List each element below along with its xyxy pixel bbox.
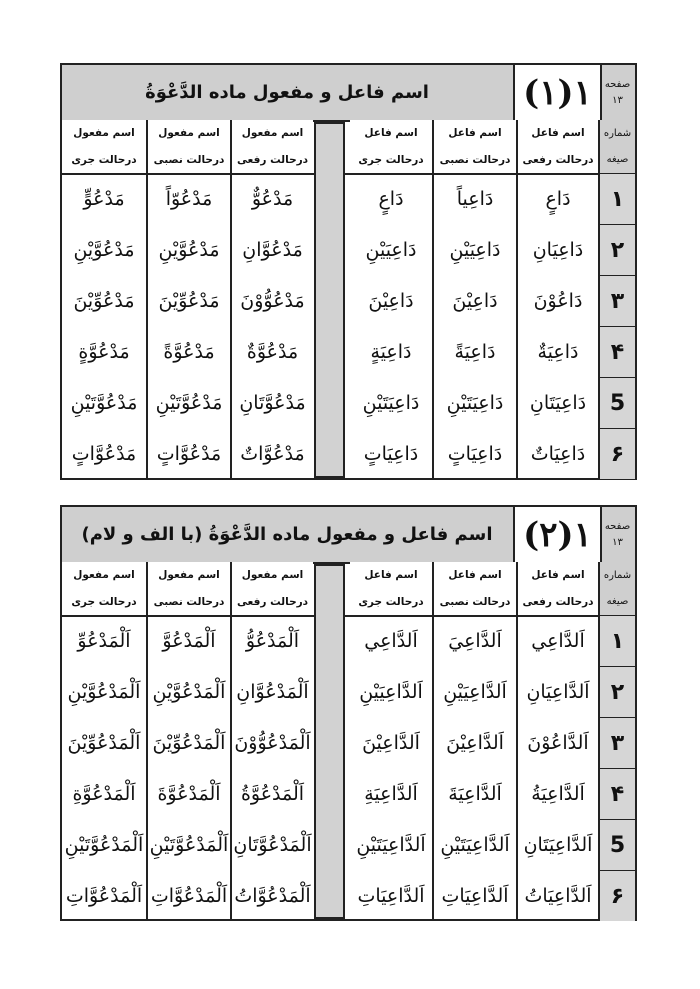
header-passive-nominative: اسم مفعول درحالت رفعی <box>232 120 313 173</box>
table-row <box>62 275 635 326</box>
table-number: (٢)١ <box>513 507 602 562</box>
passive-genitive-cell: اَلْمَدْعُوَّةِ <box>72 782 136 805</box>
header-active-genitive: اسم فاعل درحالت جری <box>350 120 432 173</box>
active-genitive-cell: اَلدَّاعِي <box>364 629 418 652</box>
active-nominative-cell: اَلدَّاعِيَانِ <box>526 680 590 703</box>
active-nominative-cell: دَاعِيَةٌ <box>537 340 579 363</box>
active-accusative-cell: دَاعِيَاتٍ <box>447 442 503 465</box>
row-number: ١ <box>600 615 635 666</box>
row-number: 5 <box>600 819 635 870</box>
table-row <box>62 428 635 479</box>
active-accusative-cell: اَلدَّاعِيَتَيْنِ <box>440 833 510 856</box>
passive-genitive-cell: اَلْمَدْعُوَّيْنِ <box>67 680 141 703</box>
passive-nominative-cell: اَلْمَدْعُوَّانِ <box>236 680 309 703</box>
passive-accusative-cell: مَدْعُوَّتَيْنِ <box>155 391 223 414</box>
passive-nominative-cell: اَلْمَدْعُوُّ <box>245 629 300 652</box>
active-genitive-cell: دَاعِيَيْنِ <box>365 238 417 261</box>
page-box <box>600 65 635 120</box>
table-row <box>62 819 635 870</box>
passive-genitive-cell: اَلْمَدْعُوَّاتِ <box>65 884 143 907</box>
passive-nominative-cell: مَدْعُوَّةٌ <box>246 340 299 363</box>
title-bar <box>62 507 635 564</box>
passive-nominative-cell: اَلْمَدْعُوَّاتُ <box>234 884 311 907</box>
header-passive-accusative: اسم مفعول درحالت نصبی <box>148 120 230 173</box>
passive-genitive-cell: مَدْعُوَّتَيْنِ <box>70 391 138 414</box>
active-nominative-cell: دَاعِيَتَانِ <box>529 391 587 414</box>
row-number: ۶ <box>600 428 635 479</box>
passive-accusative-cell: اَلْمَدْعُوَّتَيْنِ <box>149 833 229 856</box>
passive-genitive-cell: مَدْعُوَّيْنِ <box>73 238 135 261</box>
table-title: اسم فاعل و مفعول ماده الدَّعْوَةُ (با الف و لام) <box>81 524 493 545</box>
active-genitive-cell: اَلدَّاعِيَاتِ <box>357 884 425 907</box>
conjugation-table-2 <box>60 505 637 921</box>
passive-genitive-cell: اَلْمَدْعُوَّتَيْنِ <box>64 833 144 856</box>
active-accusative-cell: اَلدَّاعِيْنَ <box>446 731 504 754</box>
page-number: ١٣ <box>612 94 623 106</box>
passive-genitive-cell: مَدْعُوَّةٍ <box>78 340 130 363</box>
row-number: ٢ <box>600 666 635 717</box>
table-number: (١)١ <box>513 65 602 120</box>
active-accusative-cell: اَلدَّاعِيَةَ <box>448 782 502 805</box>
header-number: شماره صیغه <box>600 562 635 615</box>
passive-nominative-cell: مَدْعُوَّتَانِ <box>239 391 306 414</box>
passive-genitive-cell: اَلْمَدْعُوِّيْنَ <box>67 731 141 754</box>
page-label: صفحه <box>604 78 631 90</box>
active-genitive-cell: دَاعٍ <box>378 187 404 210</box>
row-number: ۴ <box>600 326 635 377</box>
row-number: ۴ <box>600 768 635 819</box>
table-row <box>62 377 635 428</box>
active-accusative-cell: دَاعِيَيْنِ <box>449 238 501 261</box>
passive-nominative-cell: اَلْمَدْعُوَّتَانِ <box>233 833 312 856</box>
table-row <box>62 870 635 921</box>
header-active-genitive: اسم فاعل درحالت جری <box>350 562 432 615</box>
passive-accusative-cell: اَلْمَدْعُوَّاتِ <box>150 884 228 907</box>
page-box <box>600 507 635 562</box>
table-row <box>62 326 635 377</box>
active-nominative-cell: اَلدَّاعُوْنَ <box>527 731 589 754</box>
header-passive-accusative: اسم مفعول درحالت نصبی <box>148 562 230 615</box>
header-passive-genitive: اسم مفعول درحالت جری <box>62 562 146 615</box>
passive-genitive-cell: مَدْعُوَّاتٍ <box>71 442 137 465</box>
active-accusative-cell: دَاعِياً <box>456 187 494 210</box>
passive-genitive-cell: اَلْمَدْعُوِّ <box>77 629 131 652</box>
row-number: ٢ <box>600 224 635 275</box>
active-nominative-cell: دَاعِيَاتٌ <box>530 442 586 465</box>
active-genitive-cell: اَلدَّاعِيَةِ <box>364 782 418 805</box>
header-passive-nominative: اسم مفعول درحالت رفعی <box>232 562 313 615</box>
passive-accusative-cell: اَلْمَدْعُوِّيْنَ <box>152 731 226 754</box>
row-number: ١ <box>600 173 635 224</box>
header-passive-genitive: اسم مفعول درحالت جری <box>62 120 146 173</box>
table-row <box>62 717 635 768</box>
passive-accusative-cell: مَدْعُوّاً <box>165 187 213 210</box>
active-accusative-cell: دَاعِيَتَيْنِ <box>446 391 504 414</box>
passive-genitive-cell: مَدْعُوٍّ <box>83 187 125 210</box>
active-accusative-cell: اَلدَّاعِيَ <box>448 629 502 652</box>
table-row <box>62 224 635 275</box>
header-active-nominative: اسم فاعل درحالت رفعی <box>518 120 598 173</box>
active-nominative-cell: اَلدَّاعِيَتَانِ <box>523 833 593 856</box>
table-title: اسم فاعل و مفعول ماده الدَّعْوَةُ <box>145 82 429 103</box>
passive-genitive-cell: مَدْعُوِّيْنَ <box>73 289 135 312</box>
active-accusative-cell: اَلدَّاعِيَاتِ <box>441 884 509 907</box>
table-row <box>62 768 635 819</box>
row-number: ٣ <box>600 717 635 768</box>
active-accusative-cell: اَلدَّاعِيَيْنِ <box>443 680 507 703</box>
table-row <box>62 173 635 224</box>
active-nominative-cell: اَلدَّاعِي <box>531 629 585 652</box>
passive-nominative-cell: مَدْعُوٌّ <box>251 187 294 210</box>
passive-accusative-cell: اَلْمَدْعُوَّةَ <box>157 782 221 805</box>
active-nominative-cell: دَاعُوْنَ <box>533 289 583 312</box>
page-label: صفحه <box>604 520 631 532</box>
active-nominative-cell: اَلدَّاعِيَاتُ <box>524 884 592 907</box>
active-genitive-cell: دَاعِيْنَ <box>368 289 414 312</box>
active-accusative-cell: دَاعِيَةً <box>454 340 496 363</box>
active-genitive-cell: اَلدَّاعِيَيْنِ <box>359 680 423 703</box>
passive-accusative-cell: اَلْمَدْعُوَّ <box>162 629 216 652</box>
active-genitive-cell: اَلدَّاعِيْنَ <box>362 731 420 754</box>
passive-accusative-cell: مَدْعُوَّةً <box>163 340 215 363</box>
row-number: 5 <box>600 377 635 428</box>
passive-nominative-cell: اَلْمَدْعُوَّةُ <box>240 782 305 805</box>
passive-nominative-cell: مَدْعُوُّوْنَ <box>240 289 305 312</box>
active-accusative-cell: دَاعِيْنَ <box>452 289 498 312</box>
active-nominative-cell: دَاعٍ <box>545 187 571 210</box>
row-number: ٣ <box>600 275 635 326</box>
passive-nominative-cell: مَدْعُوَّاتٌ <box>240 442 305 465</box>
row-number: ۶ <box>600 870 635 921</box>
header-number: شماره صیغه <box>600 120 635 173</box>
active-nominative-cell: دَاعِيَانِ <box>532 238 584 261</box>
active-nominative-cell: اَلدَّاعِيَةُ <box>531 782 585 805</box>
active-genitive-cell: دَاعِيَةٍ <box>370 340 412 363</box>
active-genitive-cell: اَلدَّاعِيَتَيْنِ <box>356 833 426 856</box>
title-bar <box>62 65 635 122</box>
passive-accusative-cell: مَدْعُوَّاتٍ <box>156 442 222 465</box>
header-active-accusative: اسم فاعل درحالت نصبی <box>434 120 516 173</box>
passive-accusative-cell: مَدْعُوَّيْنِ <box>158 238 220 261</box>
table-row <box>62 666 635 717</box>
active-genitive-cell: دَاعِيَتَيْنِ <box>362 391 420 414</box>
passive-nominative-cell: مَدْعُوَّانِ <box>242 238 303 261</box>
passive-accusative-cell: مَدْعُوِّيْنَ <box>158 289 220 312</box>
table-row <box>62 615 635 666</box>
header-active-nominative: اسم فاعل درحالت رفعی <box>518 562 598 615</box>
passive-nominative-cell: اَلْمَدْعُوُّوْنَ <box>234 731 311 754</box>
passive-accusative-cell: اَلْمَدْعُوَّيْنِ <box>152 680 226 703</box>
page-number: ١٣ <box>612 536 623 548</box>
active-genitive-cell: دَاعِيَاتٍ <box>363 442 419 465</box>
header-active-accusative: اسم فاعل درحالت نصبی <box>434 562 516 615</box>
conjugation-table-1 <box>60 63 637 480</box>
